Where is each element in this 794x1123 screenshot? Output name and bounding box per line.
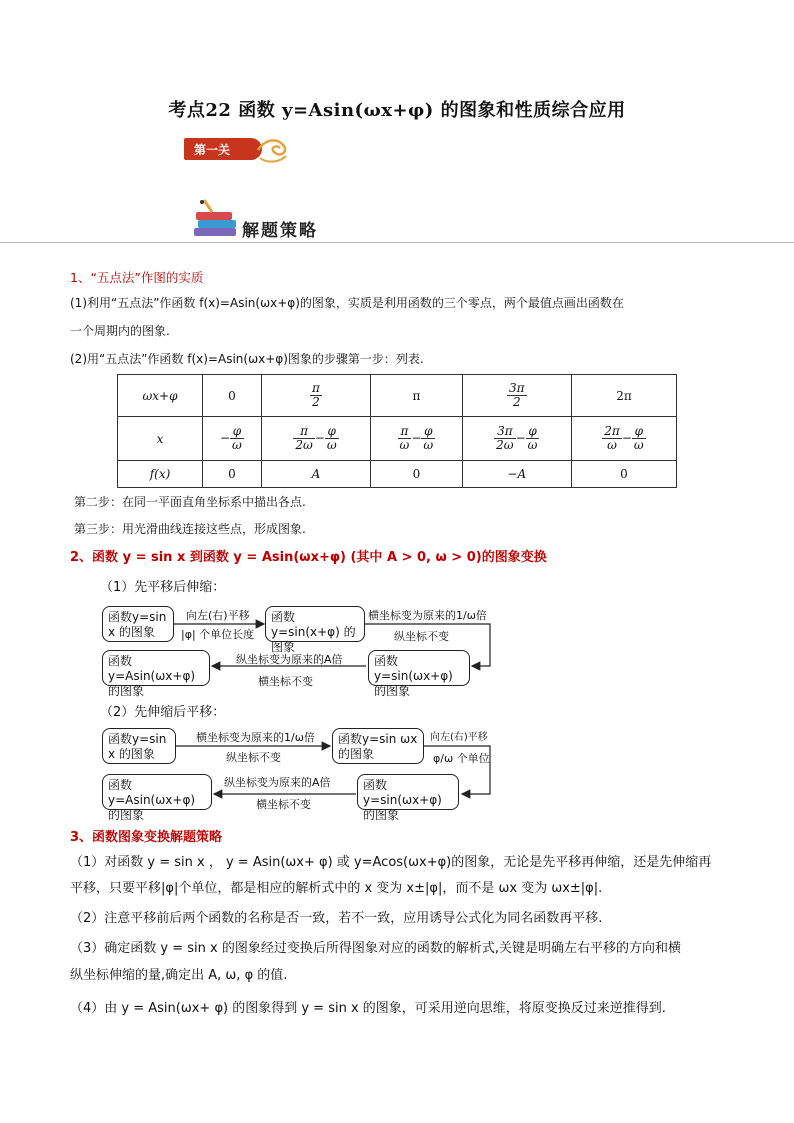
s3-p3a: （3）确定函数 y = sin x 的图象经过变换后所得图象对应的函数的解析式,关键是明确左右平移的方向和横	[70, 941, 681, 956]
table-cell: x	[118, 417, 203, 461]
s3-p1a: （1）对函数 y = sin x ， y = Asin(ωx+ φ) 或 y=Acos(ωx+φ)的图象，无论是先平移再伸缩，还是先伸缩再	[70, 855, 712, 870]
swirl-icon	[256, 136, 292, 166]
table-cell: $\frac{3\pi}{2\omega}$ − $\frac{\varphi}{\omega}$	[462, 417, 571, 461]
table-cell: $\frac{\pi}{\omega}$ − $\frac{\varphi}{\omega}$	[371, 417, 462, 461]
table-cell: $\frac{\pi}{2}$	[261, 375, 370, 417]
s1-p2: (2)用“五点法”作函数 f(x)=Asin(ωx+φ)图象的步骤第一步：列表.	[70, 352, 424, 366]
banner-ribbon	[184, 138, 262, 160]
s2-sub2: （2）先伸缩后平移：	[100, 705, 226, 720]
d1-a2-top: 横坐标变为原来的1/ω倍	[368, 609, 487, 622]
table-cell: 0	[371, 461, 462, 488]
d2-box-Asin: 函数y=Asin(ωx+φ) 的图象	[102, 774, 212, 810]
s3-p2: （2）注意平移前后两个函数的名称是否一致，若不一致，应用诱导公式化为同名函数再平移.	[70, 911, 603, 926]
d2-a3-bot: 横坐标不变	[256, 798, 311, 811]
table-cell: $\frac{\pi}{2\omega}$ − $\frac{\varphi}{\omega}$	[261, 417, 370, 461]
s3-p4: （4）由 y = Asin(ωx+ φ) 的图象得到 y = sin x 的图象，可采用逆向思维，将原变换反过来逆推得到.	[70, 1001, 666, 1016]
table-cell: A	[261, 461, 370, 488]
table-cell: $\frac{3\pi}{2}$	[462, 375, 571, 417]
strategy-label: 解题策略	[242, 221, 318, 241]
d1-a1-bot: |φ| 个单位长度	[181, 628, 255, 641]
books-icon	[190, 198, 246, 242]
table-cell: π	[371, 375, 462, 417]
d1-box-sin-x-phi: 函数y=sin(x+φ) 的图象	[265, 606, 365, 642]
d2-a1-top: 横坐标变为原来的1/ω倍	[196, 731, 315, 744]
table-cell: $\frac{2\pi}{\omega}$ − $\frac{\varphi}{\omega}$	[572, 417, 677, 461]
d2-a2-top: 向左(右)平移	[430, 732, 488, 743]
d1-box-Asin: 函数y=Asin(ωx+φ) 的图象	[102, 650, 210, 686]
s1-p1-line1: (1)利用“五点法”作函数 f(x)=Asin(ωx+φ)的图象，实质是利用函数的三个零点，两个最值点画出函数在	[70, 296, 624, 310]
d2-a1-bot: 纵坐标不变	[226, 751, 281, 764]
d1-a3-bot: 横坐标不变	[258, 675, 313, 688]
d1-a3-top: 纵坐标变为原来的A倍	[236, 653, 343, 666]
banner-label: 第一关	[194, 143, 231, 157]
strategy-header	[190, 198, 340, 242]
s1-step2: 第二步：在同一平面直角坐标系中描出各点.	[74, 495, 306, 509]
s1-heading: 1、“五点法”作图的实质	[70, 270, 204, 285]
section-banner	[184, 136, 294, 166]
s2-heading: 2、函数 y = sin x 到函数 y = Asin(ωx+φ) (其中 A > 0, ω > 0)的图象变换	[70, 550, 547, 565]
d2-a3-top: 纵坐标变为原来的A倍	[224, 776, 331, 789]
d1-box-sinx: 函数y=sin x 的图象	[102, 606, 174, 642]
table-cell: −A	[462, 461, 571, 488]
d2-box-sinx: 函数y=sin x 的图象	[102, 728, 176, 764]
d2-box-sin-wx: 函数y=sin ωx 的图象	[332, 728, 424, 764]
table-cell: 0	[572, 461, 677, 488]
s3-heading: 3、函数图象变换解题策略	[70, 830, 223, 845]
divider	[0, 242, 794, 243]
page-title: 考点22 函数 y=Asin(ωx+φ) 的图象和性质综合应用	[168, 100, 626, 121]
d1-box-sin-wx-phi: 函数y=sin(ωx+φ) 的图象	[368, 650, 470, 686]
d1-a2-bot: 纵坐标不变	[394, 630, 449, 643]
s3-p1b: 平移，只要平移|φ|个单位，都是相应的解析式中的 x 变为 x±|φ|，而不是 ωx 变为 ωx±|φ|.	[70, 881, 603, 896]
table-cell: f(x)	[118, 461, 203, 488]
table-cell: 2π	[572, 375, 677, 417]
s2-sub1: （1）先平移后伸缩：	[100, 580, 226, 595]
table-cell: 0	[203, 461, 262, 488]
table-cell: 0	[203, 375, 262, 417]
s1-step3: 第三步：用光滑曲线连接这些点，形成图象.	[74, 522, 306, 536]
d2-a2-bot: φ/ω 个单位	[433, 752, 490, 765]
s1-p1-line2: 一个周期内的图象.	[70, 324, 170, 338]
d2-box-sin-wx-phi: 函数y=sin(ωx+φ) 的图象	[357, 774, 459, 810]
s3-p3b: 纵坐标伸缩的量,确定出 A, ω, φ 的值.	[70, 968, 288, 983]
table-cell: ωx+φ	[118, 375, 203, 417]
five-point-table	[117, 374, 677, 488]
table-cell: − $\frac{\varphi}{\omega}$	[203, 417, 262, 461]
d1-a1-top: 向左(右)平移	[186, 609, 250, 622]
